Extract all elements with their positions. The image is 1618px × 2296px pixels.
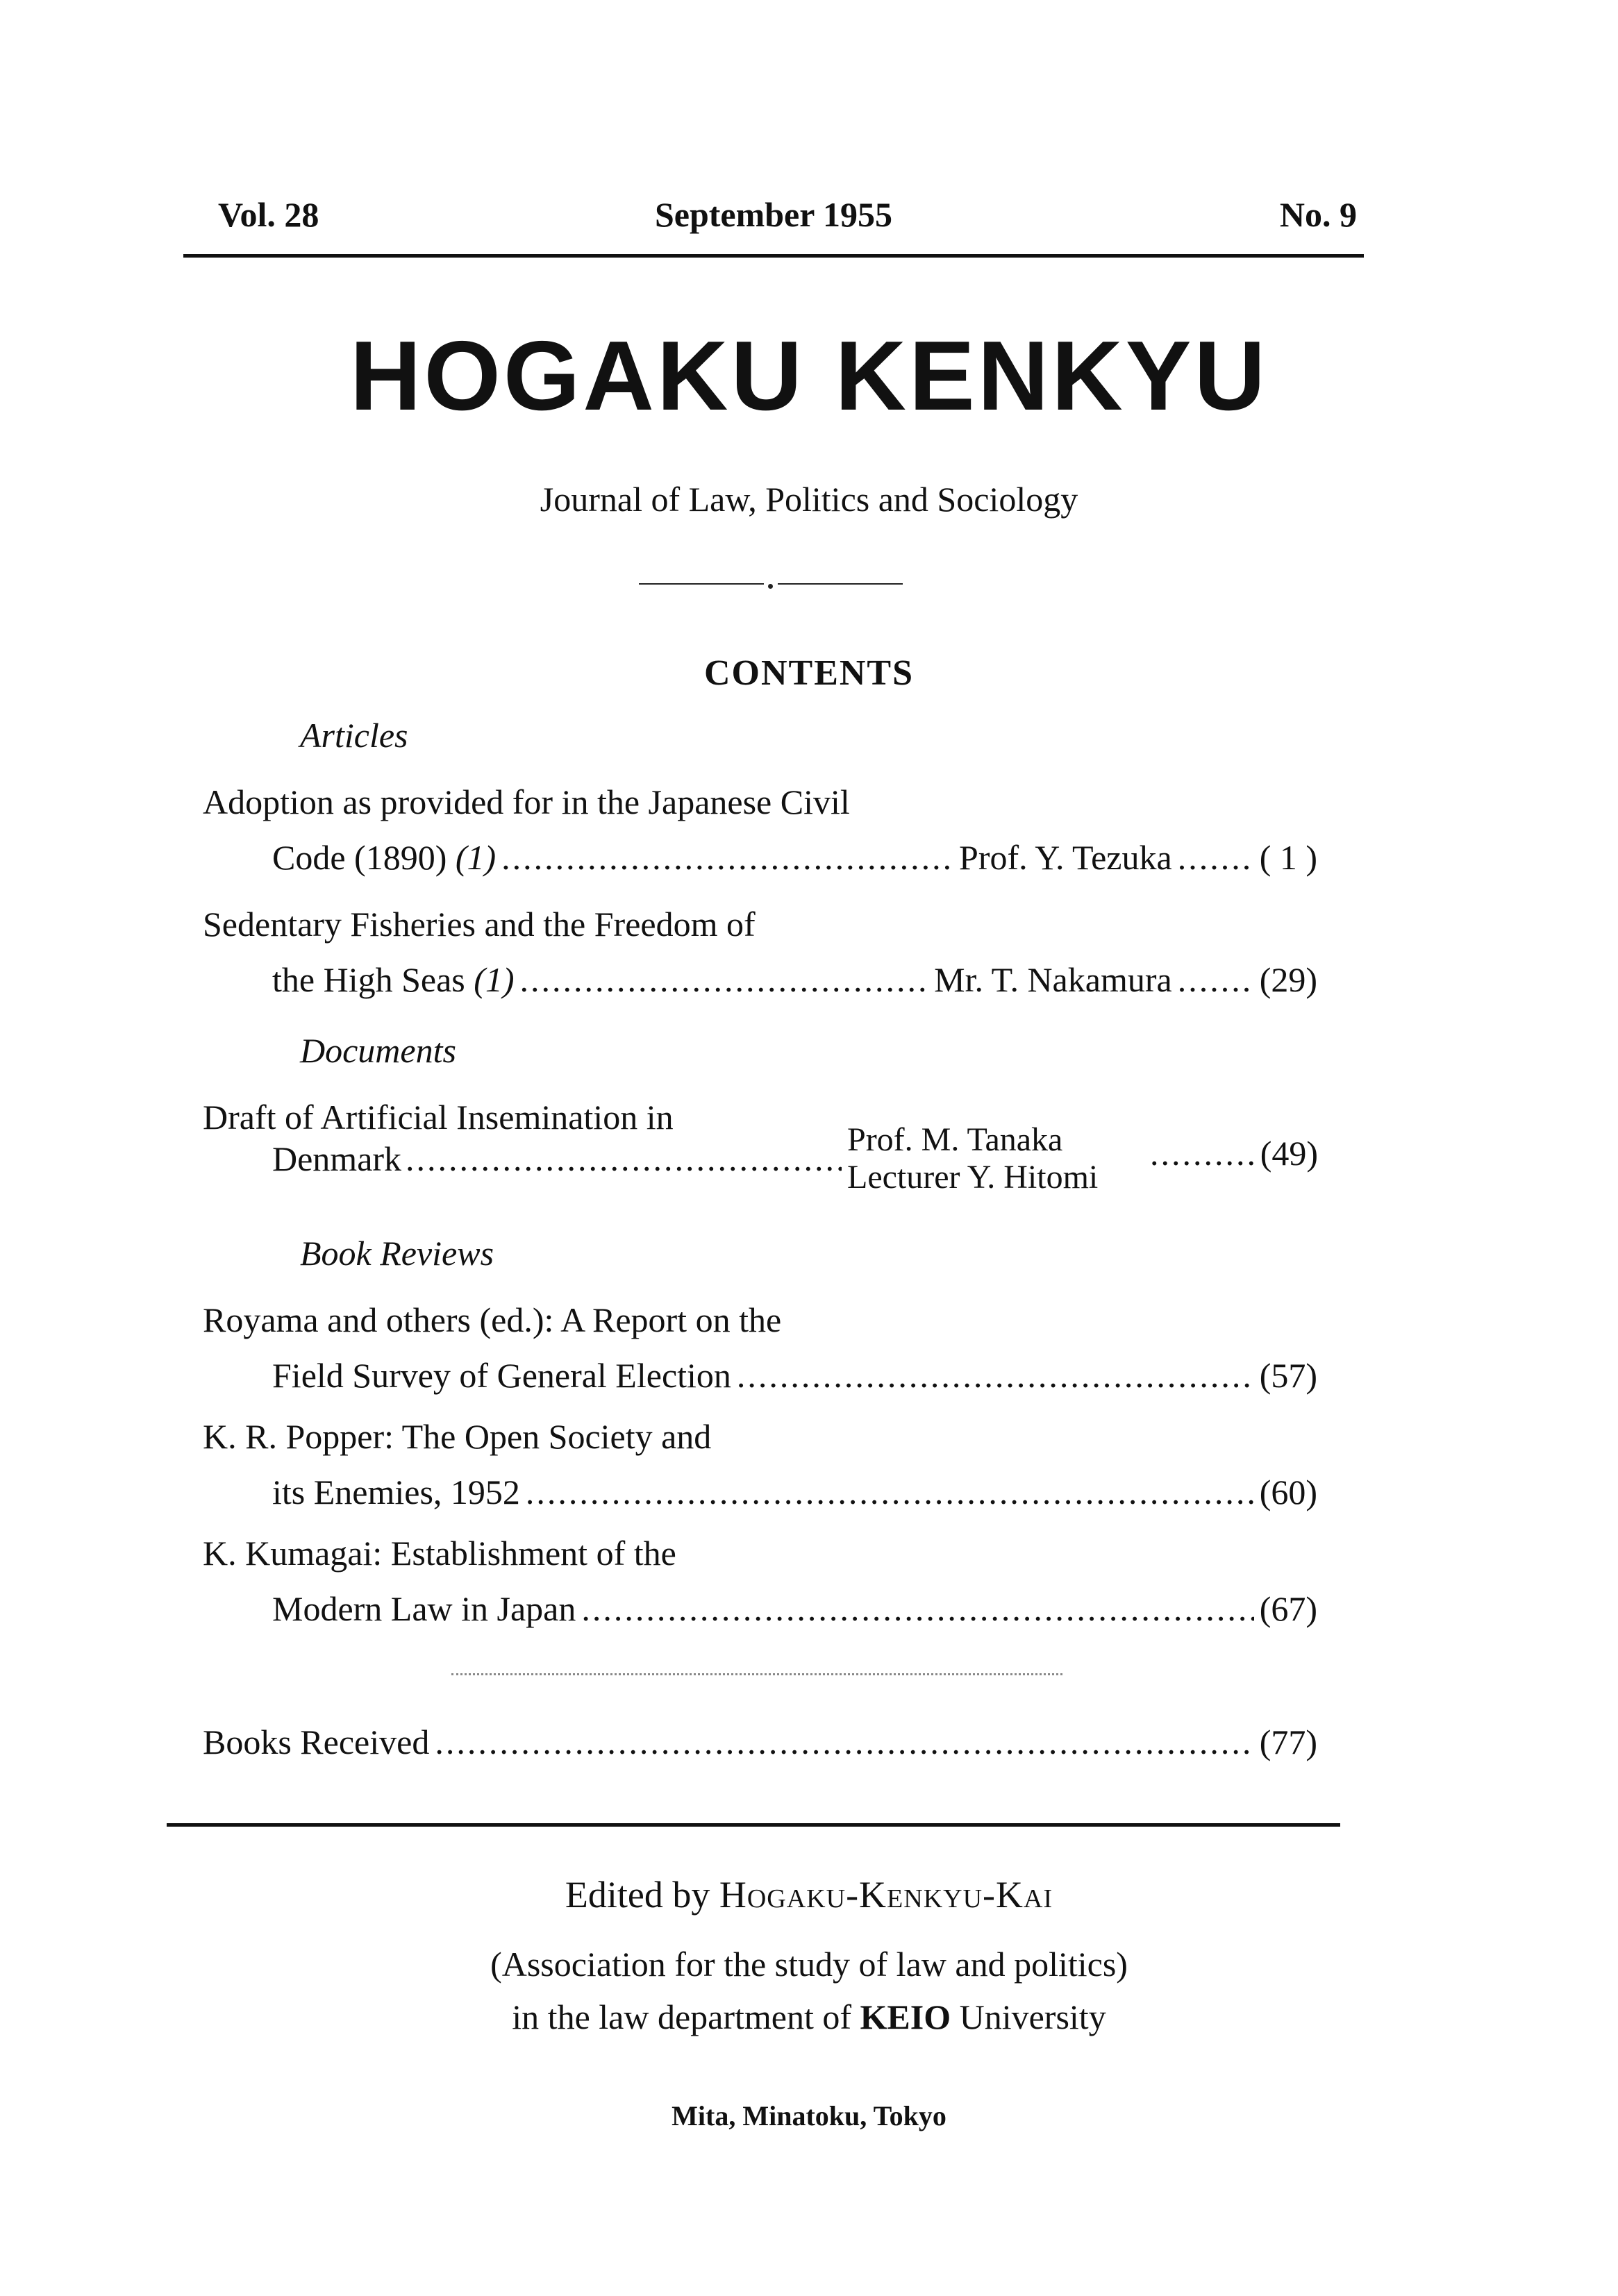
document-1-title-line1: Draft of Artificial Insemination in: [203, 1098, 674, 1137]
leader-dots: [1178, 960, 1254, 1000]
issue-date: September 1955: [654, 195, 893, 234]
toc-row-article-2: [272, 960, 1317, 1000]
toc-row-review-3: [272, 1589, 1317, 1629]
volume-number: Vol. 28: [218, 195, 319, 234]
review-1-title-line2: Field Survey of General Election: [272, 1356, 731, 1395]
article-2-title-line1: Sedentary Fisheries and the Freedom of: [203, 905, 756, 944]
toc-row-document-1: [272, 1139, 842, 1179]
issue-number: No. 9: [1279, 195, 1357, 234]
leader-dots: [520, 960, 929, 1000]
ornament-line-left: [639, 583, 764, 585]
toc-row-article-1: [272, 837, 1317, 878]
article-2-author: Mr. T. Nakamura: [934, 960, 1172, 999]
review-2-title-line2: its Enemies, 1952: [272, 1473, 520, 1511]
books-received-label: Books Received: [203, 1723, 430, 1761]
journal-subtitle: Journal of Law, Politics and Sociology: [540, 480, 1078, 519]
toc-row-review-1: [272, 1355, 1317, 1396]
department-line: in the law department of KEIO University: [512, 1997, 1106, 2036]
association-line: (Association for the study of law and politics): [490, 1945, 1128, 1984]
section-label-documents: Documents: [300, 1031, 456, 1070]
review-3-page: (67): [1259, 1589, 1317, 1628]
leader-dots: [501, 837, 953, 878]
document-1-author-2: Lecturer Y. Hitomi: [847, 1159, 1099, 1196]
leader-dots: [581, 1589, 1253, 1629]
section-label-book-reviews: Book Reviews: [300, 1234, 494, 1273]
article-1-author: Prof. Y. Tezuka: [959, 838, 1172, 877]
review-3-title-line2: Modern Law in Japan: [272, 1589, 576, 1628]
review-1-page: (57): [1259, 1356, 1317, 1395]
editor-name: Hogaku-Kenkyu-Kai: [719, 1874, 1053, 1916]
masthead-row: [183, 194, 1364, 243]
ornament-line-right: [778, 583, 903, 585]
document-1-author-1: Prof. M. Tanaka: [847, 1121, 1063, 1158]
review-3-title-line1: K. Kumagai: Establishment of the: [203, 1534, 676, 1573]
publisher-address: Mita, Minatoku, Tokyo: [672, 2100, 946, 2131]
document-1-page: (49): [1260, 1134, 1318, 1173]
article-1-title-line1: Adoption as provided for in the Japanese Civil: [203, 782, 850, 821]
review-2-page: (60): [1259, 1473, 1317, 1511]
header-rule: [183, 254, 1364, 258]
contents-heading: CONTENTS: [703, 653, 915, 693]
leader-dots: [406, 1139, 842, 1179]
document-1-title-line2: Denmark: [272, 1139, 402, 1178]
article-1-page: ( 1 ): [1259, 838, 1317, 877]
leader-dots: [1150, 1133, 1256, 1173]
toc-row-review-2: [272, 1472, 1317, 1512]
ornament-dot: [768, 584, 773, 589]
article-2-page: (29): [1259, 960, 1317, 999]
article-1-title-line2: Code (1890) (1): [272, 838, 497, 877]
leader-dots: [1178, 837, 1254, 878]
review-2-title-line1: K. R. Popper: The Open Society and: [203, 1417, 712, 1456]
editor-line: Edited by Hogaku-Kenkyu-Kai: [565, 1874, 1053, 1916]
university-name: KEIO: [860, 1997, 951, 2036]
leader-dots: [737, 1355, 1254, 1396]
leader-dots: [435, 1722, 1253, 1762]
journal-title: HOGAKU KENKYU: [349, 321, 1269, 431]
leader-dots: [526, 1472, 1254, 1512]
section-label-articles: Articles: [300, 716, 408, 755]
article-2-title-line2: the High Seas (1): [272, 960, 515, 999]
books-received-page: (77): [1259, 1723, 1317, 1761]
review-1-title-line1: Royama and others (ed.): A Report on the: [203, 1300, 782, 1339]
footer-rule: [167, 1823, 1340, 1827]
document-1-authors: [847, 1121, 1098, 1196]
document-1-page-group: [1150, 1133, 1318, 1173]
dotted-separator: [451, 1666, 1062, 1675]
toc-row-books-received: [203, 1722, 1317, 1762]
ornament-divider: [639, 578, 903, 592]
